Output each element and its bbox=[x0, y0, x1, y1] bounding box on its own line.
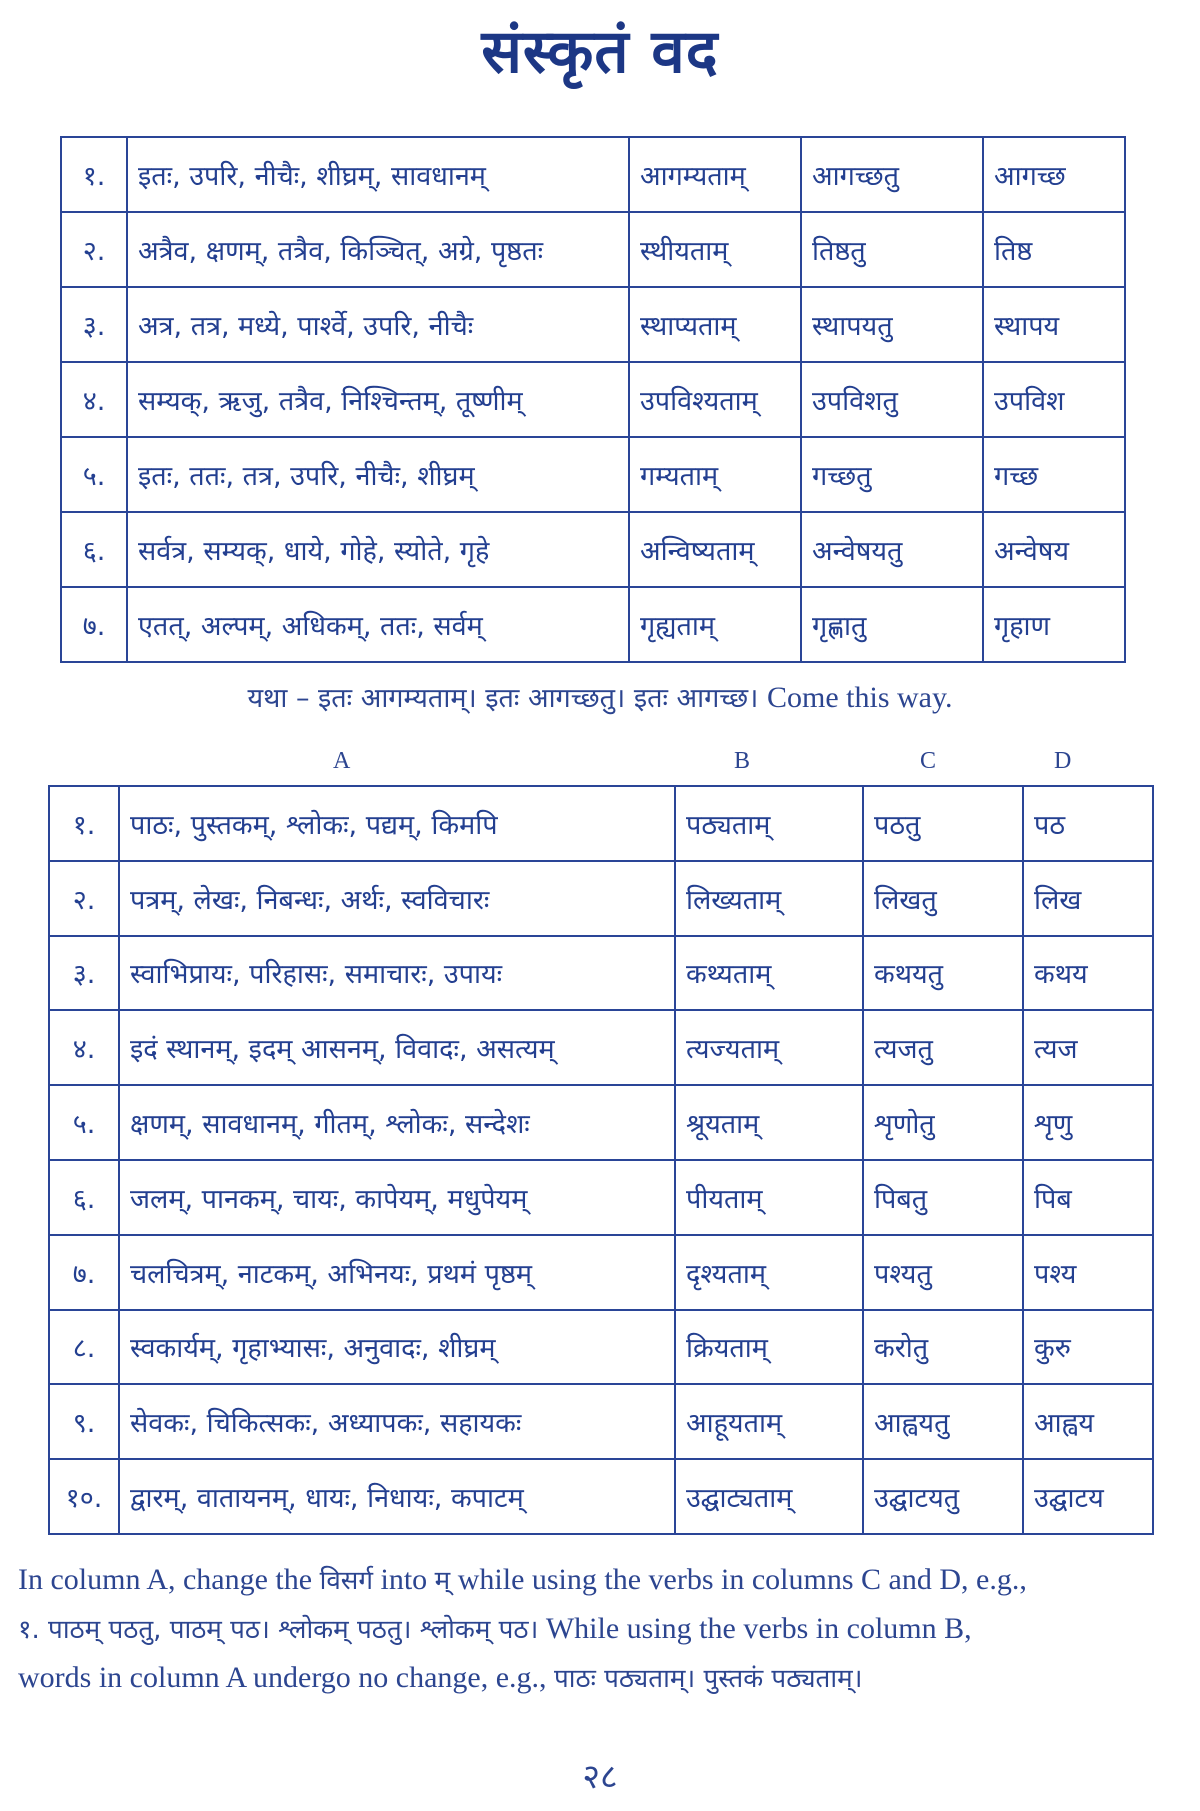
verb-form-b: आगम्यताम् bbox=[629, 137, 801, 212]
verb-form-c: कथयतु bbox=[863, 936, 1023, 1011]
verb-form-c: करोतु bbox=[863, 1310, 1023, 1385]
word-list: स्वाभिप्रायः, परिहासः, समाचारः, उपायः bbox=[119, 936, 675, 1011]
table-row bbox=[49, 1310, 1153, 1385]
row-number: ४. bbox=[49, 1010, 119, 1085]
row-number: ७. bbox=[49, 1235, 119, 1310]
verb-form-b: स्थाप्यताम् bbox=[629, 287, 801, 362]
verb-form-d: कुरु bbox=[1023, 1310, 1153, 1385]
word-list: चलचित्रम्, नाटकम्, अभिनयः, प्रथमं पृष्ठम् bbox=[119, 1235, 675, 1310]
note-line-3 bbox=[18, 1654, 1188, 1703]
verb-form-d: उद्घाटय bbox=[1023, 1459, 1153, 1534]
note-line-1 bbox=[18, 1556, 1188, 1605]
page-number: २८ bbox=[582, 1757, 618, 1797]
word-list: पाठः, पुस्तकम्, श्लोकः, पद्यम्, किमपि bbox=[119, 786, 675, 861]
row-number: ५. bbox=[61, 437, 127, 512]
column-header-c: C bbox=[920, 748, 937, 774]
verb-form-c: पठतु bbox=[863, 786, 1023, 861]
table-row bbox=[49, 936, 1153, 1011]
table-row bbox=[61, 137, 1125, 212]
table-row bbox=[49, 786, 1153, 861]
verb-form-b: अन्विष्यताम् bbox=[629, 512, 801, 587]
page-title: संस्कृतं वद bbox=[481, 17, 719, 87]
verb-form-b: आहूयताम् bbox=[675, 1384, 863, 1459]
verb-form-b: उद्घाट्यताम् bbox=[675, 1459, 863, 1534]
table-row bbox=[61, 362, 1125, 437]
verb-form-d: अन्वेषय bbox=[983, 512, 1125, 587]
note-text: while using the verbs in columns C and D, e.g., bbox=[450, 1563, 1027, 1596]
verb-form-b: गम्यताम् bbox=[629, 437, 801, 512]
row-number: ४. bbox=[61, 362, 127, 437]
verb-form-d: गच्छ bbox=[983, 437, 1125, 512]
table-row bbox=[49, 1160, 1153, 1235]
verb-form-c: गच्छतु bbox=[801, 437, 983, 512]
table-row bbox=[49, 1085, 1153, 1160]
row-number: १. bbox=[49, 786, 119, 861]
table-row bbox=[49, 1384, 1153, 1459]
verb-form-d: आगच्छ bbox=[983, 137, 1125, 212]
verb-form-c: गृह्णातु bbox=[801, 587, 983, 662]
table-row bbox=[49, 861, 1153, 936]
verb-form-c: शृणोतु bbox=[863, 1085, 1023, 1160]
verb-form-c: पश्यतु bbox=[863, 1235, 1023, 1310]
verb-form-b: त्यज्यताम् bbox=[675, 1010, 863, 1085]
verb-form-d: स्थापय bbox=[983, 287, 1125, 362]
word-list: इतः, ततः, तत्र, उपरि, नीचैः, शीघ्रम् bbox=[127, 437, 629, 512]
row-number: ६. bbox=[61, 512, 127, 587]
verb-form-c: त्यजतु bbox=[863, 1010, 1023, 1085]
verb-form-c: उद्घाटयतु bbox=[863, 1459, 1023, 1534]
row-number: १०. bbox=[49, 1459, 119, 1534]
verb-form-c: अन्वेषयतु bbox=[801, 512, 983, 587]
verb-form-c: उपविशतु bbox=[801, 362, 983, 437]
row-number: ८. bbox=[49, 1310, 119, 1385]
verb-form-b: उपविश्यताम् bbox=[629, 362, 801, 437]
verb-form-c: स्थापयतु bbox=[801, 287, 983, 362]
table-row bbox=[61, 287, 1125, 362]
verb-form-d: लिख bbox=[1023, 861, 1153, 936]
word-list: सर्वत्र, सम्यक्, धाये, गोहे, स्योते, गृहे bbox=[127, 512, 629, 587]
word-list: जलम्, पानकम्, चायः, कापेयम्, मधुपेयम् bbox=[119, 1160, 675, 1235]
word-list: स्वकार्यम्, गृहाभ्यासः, अनुवादः, शीघ्रम् bbox=[119, 1310, 675, 1385]
note-text: In column A, change the bbox=[18, 1563, 320, 1596]
note-text: into bbox=[373, 1563, 435, 1596]
verb-form-b: कथ्यताम् bbox=[675, 936, 863, 1011]
column-header-d: D bbox=[1054, 748, 1072, 774]
note-text: words in column A undergo no change, e.g., bbox=[18, 1661, 555, 1694]
column-header-a: A bbox=[333, 748, 351, 774]
table-row bbox=[49, 1459, 1153, 1534]
row-number: ३. bbox=[49, 936, 119, 1011]
verb-form-c: आह्वयतु bbox=[863, 1384, 1023, 1459]
verb-form-b: पठ्यताम् bbox=[675, 786, 863, 861]
verb-form-d: कथय bbox=[1023, 936, 1153, 1011]
table-row bbox=[49, 1010, 1153, 1085]
verb-table-1 bbox=[60, 136, 1126, 663]
verb-form-b: स्थीयताम् bbox=[629, 212, 801, 287]
verb-form-c: पिबतु bbox=[863, 1160, 1023, 1235]
example-sanskrit: यथा – इतः आगम्यताम्। इतः आगच्छतु। इतः आगच्छ। bbox=[247, 683, 759, 714]
row-number: ५. bbox=[49, 1085, 119, 1160]
word-list: एतत्, अल्पम्, अधिकम्, ततः, सर्वम् bbox=[127, 587, 629, 662]
word-list: सेवकः, चिकित्सकः, अध्यापकः, सहायकः bbox=[119, 1384, 675, 1459]
row-number: ७. bbox=[61, 587, 127, 662]
word-list: अत्रैव, क्षणम्, तत्रैव, किञ्चित्, अग्रे, पृष्ठतः bbox=[127, 212, 629, 287]
note-line-2 bbox=[18, 1605, 1188, 1654]
note-sanskrit: १. पाठम् पठतु, पाठम् पठ। श्लोकम् पठतु। श्लोकम् पठ। bbox=[18, 1615, 539, 1645]
verb-form-b: पीयताम् bbox=[675, 1160, 863, 1235]
word-list: इतः, उपरि, नीचैः, शीघ्रम्, सावधानम् bbox=[127, 137, 629, 212]
table-row bbox=[61, 512, 1125, 587]
row-number: १. bbox=[61, 137, 127, 212]
verb-form-d: त्यज bbox=[1023, 1010, 1153, 1085]
verb-form-d: तिष्ठ bbox=[983, 212, 1125, 287]
row-number: ६. bbox=[49, 1160, 119, 1235]
verb-form-d: पठ bbox=[1023, 786, 1153, 861]
verb-form-b: क्रियताम् bbox=[675, 1310, 863, 1385]
verb-form-b: श्रूयताम् bbox=[675, 1085, 863, 1160]
row-number: ३. bbox=[61, 287, 127, 362]
verb-form-d: गृहाण bbox=[983, 587, 1125, 662]
row-number: ९. bbox=[49, 1384, 119, 1459]
table-row bbox=[61, 587, 1125, 662]
verb-form-b: दृश्यताम् bbox=[675, 1235, 863, 1310]
note-sanskrit: पाठः पठ्यताम्। पुस्तकं पठ्यताम्। bbox=[554, 1664, 863, 1694]
verb-form-d: आह्वय bbox=[1023, 1384, 1153, 1459]
word-list: क्षणम्, सावधानम्, गीतम्, श्लोकः, सन्देशः bbox=[119, 1085, 675, 1160]
verb-form-c: लिखतु bbox=[863, 861, 1023, 936]
note-text: While using the verbs in column B, bbox=[538, 1612, 972, 1645]
verb-form-d: उपविश bbox=[983, 362, 1125, 437]
example-line bbox=[0, 678, 1200, 715]
instruction-note bbox=[18, 1556, 1188, 1703]
column-header-b: B bbox=[734, 748, 751, 774]
row-number: २. bbox=[61, 212, 127, 287]
word-list: इदं स्थानम्, इदम् आसनम्, विवादः, असत्यम् bbox=[119, 1010, 675, 1085]
table-row bbox=[49, 1235, 1153, 1310]
verb-table-2 bbox=[48, 785, 1154, 1535]
verb-form-c: आगच्छतु bbox=[801, 137, 983, 212]
verb-form-d: पश्य bbox=[1023, 1235, 1153, 1310]
verb-form-d: पिब bbox=[1023, 1160, 1153, 1235]
word-list: सम्यक्, ऋजु, तत्रैव, निश्चिन्तम्, तूष्णीम् bbox=[127, 362, 629, 437]
example-english: Come this way. bbox=[767, 681, 953, 714]
verb-form-b: लिख्यताम् bbox=[675, 861, 863, 936]
verb-form-d: शृणु bbox=[1023, 1085, 1153, 1160]
verb-form-b: गृह्यताम् bbox=[629, 587, 801, 662]
note-sanskrit: विसर्ग bbox=[319, 1566, 373, 1596]
table-row bbox=[61, 212, 1125, 287]
word-list: द्वारम्, वातायनम्, धायः, निधायः, कपाटम् bbox=[119, 1459, 675, 1534]
table-row bbox=[61, 437, 1125, 512]
row-number: २. bbox=[49, 861, 119, 936]
verb-form-c: तिष्ठतु bbox=[801, 212, 983, 287]
word-list: पत्रम्, लेखः, निबन्धः, अर्थः, स्वविचारः bbox=[119, 861, 675, 936]
word-list: अत्र, तत्र, मध्ये, पार्श्वे, उपरि, नीचैः bbox=[127, 287, 629, 362]
note-sanskrit: म् bbox=[434, 1566, 451, 1596]
